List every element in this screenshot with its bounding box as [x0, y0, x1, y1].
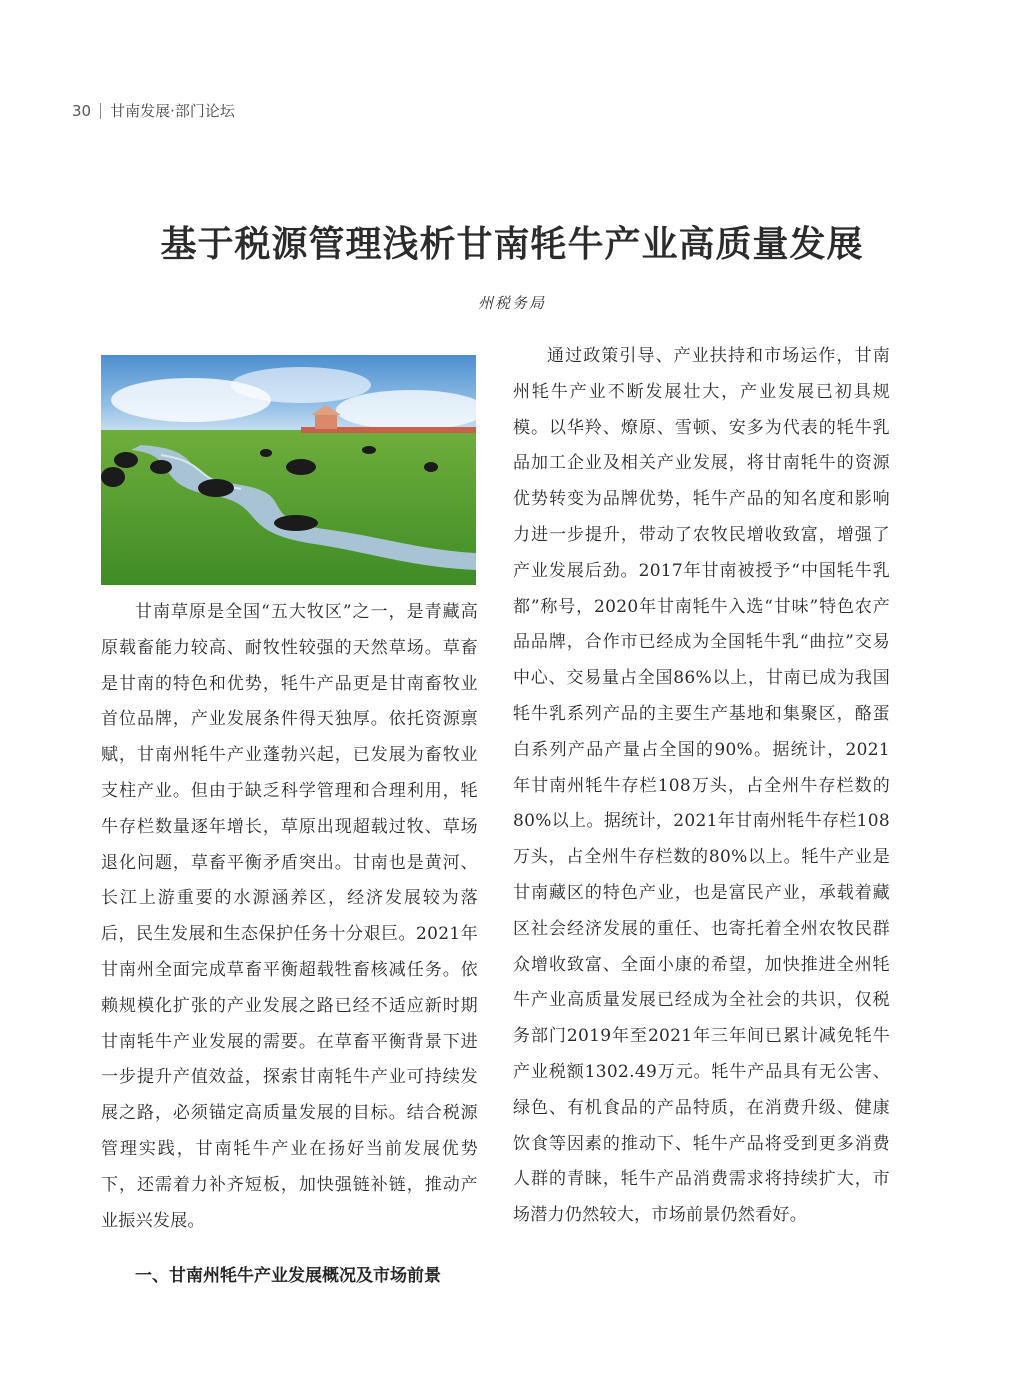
grassland-yak-photo: [101, 355, 476, 585]
section-name: 甘南发展·部门论坛: [110, 102, 235, 120]
left-column: [101, 595, 478, 1239]
body-paragraph: 通过政策引导、产业扶持和市场运作，甘南州牦牛产业不断发展壮大，产业发展已初具规模。以华羚、燎原、雪顿、安多为代表的牦牛乳品加工企业及相关产业发展，将甘南牦牛的资源优势转变为品牌优势，牦牛产品的知名度和影响力进一步提升，带动了农牧民增收致富，增强了产业发展后劲。2017年甘南被授予“中国牦牛乳都”称号，2020年甘南牦牛入选“甘味”特色农产品品牌，合作市已经成为全国牦牛乳“曲拉”交易中心、交易量占全国86%以上，甘南已成为我国牦牛乳系列产品的主要生产基地和集聚区，酪蛋白系列产品产量占全国的90%。据统计，2021年甘南州牦牛存栏108万头，占全州牛存栏数的80%以上。据统计，2021年甘南州牦牛存栏108万头，占全州牛存栏数的80%以上。牦牛产业是甘南藏区的特色产业，也是富民产业，承载着藏区社会经济发展的重任、也寄托着全州农牧民群众增收致富、全面小康的希望，加快推进全州牦牛产业高质量发展已经成为全社会的共识，仅税务部门2019年至2021年三年间已累计减免牦牛产业税额1302.49万元。牦牛产品具有无公害、绿色、有机食品的产品特质，在消费升级、健康饮食等因素的推动下、牦牛产品将受到更多消费人群的青睐，牦牛产品消费需求将持续扩大，市场潜力仍然较大，市场前景仍然看好。: [513, 346, 890, 1226]
page-number: 30: [72, 101, 92, 120]
section-heading: 一、甘南州牦牛产业发展概况及市场前景: [135, 1266, 441, 1286]
right-column: [513, 339, 890, 1234]
article-author: 州税务局: [477, 294, 546, 312]
intro-paragraph: 甘南草原是全国“五大牧区”之一，是青藏高原载畜能力较高、耐牧性较强的天然草场。草畜是甘南的特色和优势，牦牛产品更是甘南畜牧业首位品牌，产业发展条件得天独厚。依托资源禀赋，甘南州牦牛产业蓬勃兴起，已发展为畜牧业支柱产业。但由于缺乏科学管理和合理利用，牦牛存栏数量逐年增长，草原出现超载过牧、草场退化问题，草畜平衡矛盾突出。甘南也是黄河、长江上游重要的水源涵养区，经济发展较为落后，民生发展和生态保护任务十分艰巨。2021年甘南州全面完成草畜平衡超载牲畜核减任务。依赖规模化扩张的产业发展之路已经不适应新时期甘南牦牛产业发展的需要。在草畜平衡背景下进一步提升产值效益，探索甘南牦牛产业可持续发展之路，必须锚定高质量发展的目标。结合税源管理实践，甘南牦牛产业在扬好当前发展优势下，还需着力补齐短板，加快强链补链，推动产业振兴发展。: [101, 602, 478, 1231]
article-title: 基于税源管理浅析甘南牦牛产业高质量发展: [160, 223, 864, 265]
running-header: [72, 100, 235, 121]
photo-illustration: [101, 355, 476, 585]
header-divider: [100, 103, 101, 119]
